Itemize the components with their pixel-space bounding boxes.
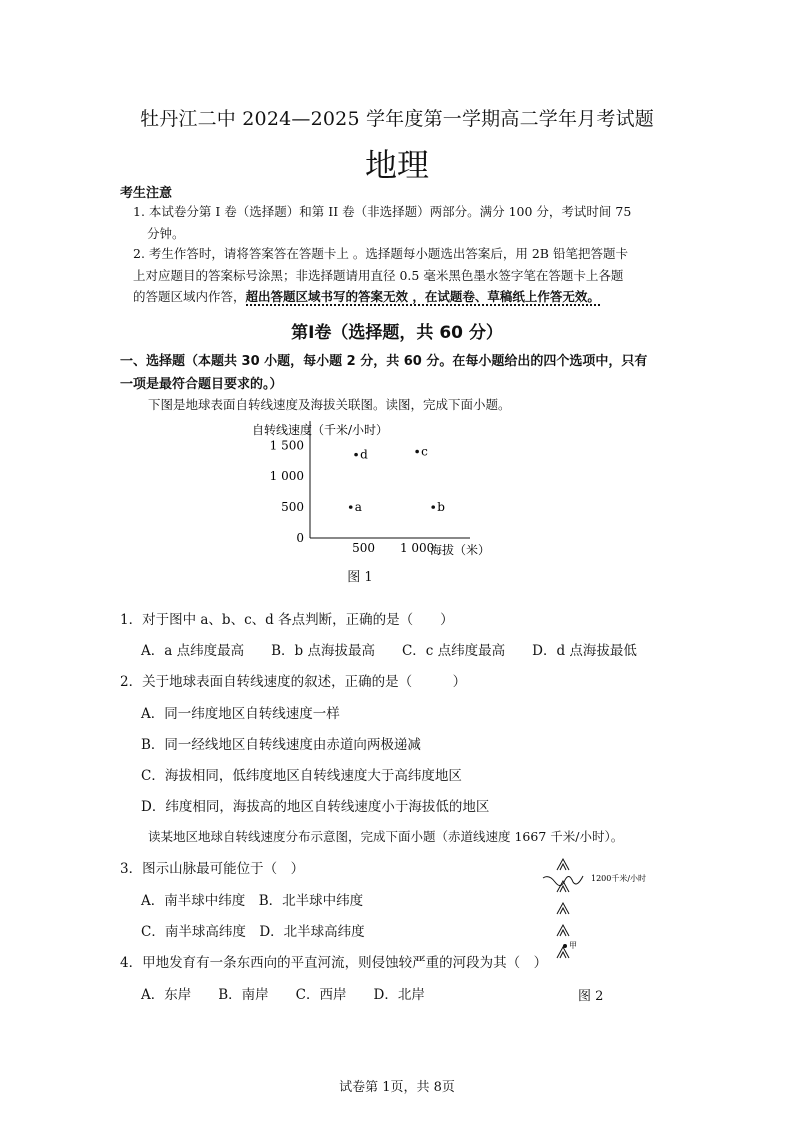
- mountain-icon: [557, 903, 569, 914]
- notice-heading: 考生注意: [120, 186, 173, 201]
- notice-item-2-line-2: 上对应题目的答案标号涂黑；非选择题请用直径 0.5 毫米黑色墨水签字笔在答题卡上各题: [133, 268, 624, 283]
- point-jia-label: 甲: [569, 941, 577, 950]
- question-2-option-b: B．同一经线地区自转线速度由赤道向两极递减: [141, 737, 421, 753]
- notice-item-2-line-1: 2. 考生作答时，请将答案答在答题卡上 。选择题每小题选出答案后，用 2B 铅笔把答题卡: [133, 246, 628, 261]
- figure-2-caption: 图 2: [578, 989, 604, 1004]
- section-heading-line-2: 一项是最符合题目要求的。）: [120, 377, 283, 392]
- data-point-label-c: c: [421, 444, 428, 459]
- y-tick-label: 0: [296, 531, 304, 545]
- question-3-options-ab: A．南半球中纬度 B．北半球中纬度: [141, 893, 364, 909]
- speed-label: 1200千米/小时: [591, 874, 647, 883]
- question-4: 4．甲地发育有一条东西向的平直河流，则侵蚀较严重的河段为其（ ）: [120, 955, 548, 971]
- data-point-c: [415, 450, 419, 454]
- intro-figure-1: 下图是地球表面自转线速度及海拔关联图。读图，完成下面小题。: [148, 397, 511, 412]
- subject-title: 地理: [364, 146, 429, 184]
- data-point-label-b: b: [437, 500, 445, 515]
- section-title: 第Ⅰ卷（选择题，共 60 分）: [291, 323, 503, 343]
- notice-item-1-line-1: 1. 本试卷分第 I 卷（选择题）和第 II 卷（非选择题）两部分。满分 100 分，考试时间 75: [133, 204, 632, 219]
- question-3-options-cd: C．南半球高纬度 D．北半球高纬度: [141, 924, 365, 940]
- question-3: 3．图示山脉最可能位于（ ）: [120, 861, 305, 877]
- y-tick-label: 500: [281, 500, 304, 515]
- section-heading-line-1: 一、选择题（本题共 30 小题，每小题 2 分，共 60 分。在每小题给出的四个选项中，只有: [120, 354, 648, 369]
- y-tick-label: 1 000: [269, 469, 304, 484]
- figure-1-chart: [240, 418, 500, 588]
- question-1: 1．对于图中 a、b、c、d 各点判断，正确的是（ ）: [120, 612, 454, 628]
- data-point-label-d: d: [360, 447, 368, 462]
- question-2: 2．关于地球表面自转线速度的叙述，正确的是（ ）: [120, 674, 467, 690]
- notice-item-2-line-3: [133, 286, 600, 308]
- mountain-icon: [557, 881, 569, 892]
- y-axis-label: 自转线速度（千米/小时）: [252, 423, 389, 437]
- data-point-b: [431, 505, 435, 509]
- question-2-option-c: C．海拔相同，低纬度地区自转线速度大于高纬度地区: [141, 768, 462, 784]
- data-point-d: [354, 453, 358, 457]
- question-4-options: A．东岸 B．南岸 C．西岸 D．北岸: [141, 987, 425, 1003]
- figure-2-diagram: [535, 850, 695, 970]
- intro-figure-2: 读某地区地球自转线速度分布示意图，完成下面小题（赤道线速度 1667 千米/小时）。: [148, 829, 624, 844]
- question-2-option-d: D．纬度相同，海拔高的地区自转线速度小于海拔低的地区: [141, 799, 490, 815]
- data-point-label-a: a: [354, 500, 362, 515]
- figure-1-caption: 图 1: [347, 570, 373, 585]
- question-2-option-a: A．同一纬度地区自转线速度一样: [141, 706, 340, 722]
- page-footer: 试卷第 1页，共 8页: [339, 1080, 455, 1095]
- x-tick-label: 500: [352, 541, 376, 555]
- x-axis-label: 海拔（米）: [430, 543, 491, 557]
- exam-title: 牡丹江二中 2024—2025 学年度第一学期高二学年月考试题: [140, 108, 654, 130]
- notice-item-2-line-3-prefix: 的答题区域内作答，: [133, 289, 246, 304]
- notice-warning-text: 超出答题区域书写的答案无效 ，在试题卷、草稿纸上作答无效。: [245, 289, 600, 304]
- mountain-icon: [557, 947, 569, 958]
- question-1-options: A．a 点纬度最高 B．b 点海拔最高 C．c 点纬度最高 D．d 点海拔最低: [141, 643, 637, 659]
- y-tick-label: 1 500: [269, 438, 304, 453]
- notice-item-1-line-2: 分钟。: [147, 226, 185, 241]
- point-jia: [563, 944, 567, 948]
- mountain-icon: [557, 859, 569, 870]
- data-point-a: [349, 505, 353, 509]
- x-tick-label: 1 000: [399, 541, 435, 555]
- mountain-icon: [557, 925, 569, 936]
